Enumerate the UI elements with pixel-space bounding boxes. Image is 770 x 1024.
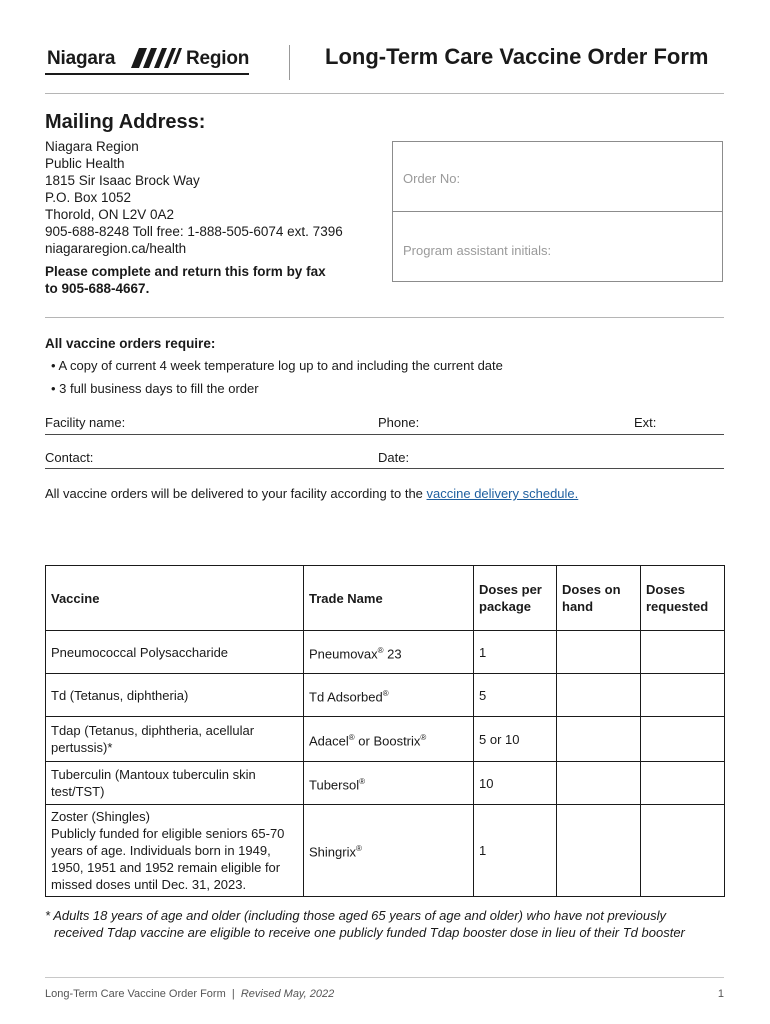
logo-text-left: Niagara [47, 48, 116, 69]
doses-requested-input[interactable] [641, 762, 725, 805]
doses-per-package-cell: 5 [474, 674, 557, 717]
table-row [46, 717, 725, 762]
title-divider [289, 45, 290, 80]
trade-cell: Pneumovax® 23 [304, 631, 474, 674]
footnote-line2: received Tdap vaccine are eligible to receive one publicly funded Tdap booster dose in lieu of their Td booster [54, 925, 685, 940]
doses-requested-input[interactable] [641, 631, 725, 674]
tdap-footnote [45, 907, 735, 941]
contact-date-input-line[interactable] [45, 468, 724, 469]
logo-underline [45, 73, 249, 75]
doses-on-hand-input[interactable] [557, 717, 641, 762]
address-line: Public Health [45, 156, 125, 171]
facility-name-label: Facility name: [45, 415, 126, 430]
mailing-address [45, 138, 385, 257]
date-label: Date: [378, 450, 410, 465]
requirements-heading: All vaccine orders require: [45, 336, 216, 351]
table-row [46, 805, 725, 897]
requirement-item: • 3 full business days to fill the order [51, 381, 259, 396]
vaccine-cell [46, 805, 304, 897]
ext-label: Ext: [634, 415, 657, 430]
doses-per-package-cell: 5 or 10 [474, 717, 557, 762]
fax-instruction [45, 263, 326, 297]
footer-form-name: Long-Term Care Vaccine Order Form | Revised May, 2022 [45, 988, 335, 1000]
fax-instruction-line1: Please complete and return this form by fax [45, 264, 326, 279]
phone-label: Phone: [378, 415, 420, 430]
vaccine-cell: Tdap (Tetanus, diphtheria, acellular pertussis)* [46, 717, 304, 762]
niagara-region-logo [45, 44, 249, 76]
requirement-item: • A copy of current 4 week temperature log up to and including the current date [51, 358, 503, 373]
doses-on-hand-input[interactable] [557, 762, 641, 805]
office-use-box [392, 141, 723, 282]
table-row [46, 762, 725, 805]
vaccine-title: Zoster (Shingles) [51, 809, 150, 824]
address-line: Thorold, ON L2V 0A2 [45, 207, 175, 222]
contact-label: Contact: [45, 450, 94, 465]
header-divider [45, 93, 724, 94]
doses-requested-input[interactable] [641, 674, 725, 717]
address-phone: 905-688-8248 Toll free: 1-888-505-6074 ext. 7396 [45, 224, 343, 239]
doses-per-package-cell: 10 [474, 762, 557, 805]
footer-revised-date: Revised May, 2022 [240, 988, 335, 1000]
address-website: niagararegion.ca/health [45, 241, 187, 256]
header-trade-name: Trade Name [304, 566, 474, 631]
header-doses-requested: Doses requested [641, 566, 725, 631]
footer-divider [45, 977, 724, 978]
doses-on-hand-input[interactable] [557, 674, 641, 717]
table-header-row [46, 566, 725, 631]
header-vaccine: Vaccine [46, 566, 304, 631]
delivery-text: All vaccine orders will be delivered to your facility according to the [45, 486, 427, 501]
doses-per-package-cell: 1 [474, 631, 557, 674]
table-row [46, 674, 725, 717]
page-number: 1 [717, 988, 724, 1000]
order-no-field[interactable] [393, 142, 722, 212]
logo-mark-icon [127, 44, 185, 74]
footnote-line1: * Adults 18 years of age and older (including those aged 65 years of age and older) who have not previously [45, 908, 667, 923]
facility-phone-input-line[interactable] [45, 434, 724, 435]
trade-cell: Adacel® or Boostrix® [304, 717, 474, 762]
fax-instruction-line2: to 905-688-4667. [45, 281, 150, 296]
table-row [46, 631, 725, 674]
doses-per-package-cell: 1 [474, 805, 557, 897]
doses-on-hand-input[interactable] [557, 805, 641, 897]
vaccine-cell: Pneumococcal Polysaccharide [46, 631, 304, 674]
vaccine-cell: Td (Tetanus, diphtheria) [46, 674, 304, 717]
doses-on-hand-input[interactable] [557, 631, 641, 674]
address-line: P.O. Box 1052 [45, 190, 132, 205]
section-divider [45, 317, 724, 318]
address-line: Niagara Region [45, 139, 139, 154]
trade-cell: Td Adsorbed® [304, 674, 474, 717]
vaccine-order-table [45, 565, 725, 897]
address-line: 1815 Sir Isaac Brock Way [45, 173, 200, 188]
page-title: Long-Term Care Vaccine Order Form [325, 44, 709, 69]
delivery-schedule-link[interactable]: vaccine delivery schedule. [426, 486, 579, 501]
header-doses-per-package: Doses per package [474, 566, 557, 631]
header-doses-on-hand: Doses on hand [557, 566, 641, 631]
vaccine-cell: Tuberculin (Mantoux tuberculin skin test/TST) [46, 762, 304, 805]
logo-text-right: Region [186, 48, 250, 69]
assistant-initials-field[interactable] [393, 212, 722, 281]
mailing-heading: Mailing Address: [45, 111, 206, 133]
assistant-initials-label: Program assistant initials: [403, 243, 552, 258]
doses-requested-input[interactable] [641, 805, 725, 897]
doses-requested-input[interactable] [641, 717, 725, 762]
trade-cell: Tubersol® [304, 762, 474, 805]
delivery-note [45, 486, 578, 501]
order-no-label: Order No: [403, 171, 461, 186]
vaccine-eligibility-note: Publicly funded for eligible seniors 65-70 years of age. Individuals born in 1949, 1950, 1951 and 1952 remain eligible for missed doses until Dec. 31, 2023. [51, 826, 285, 892]
trade-cell: Shingrix® [304, 805, 474, 897]
